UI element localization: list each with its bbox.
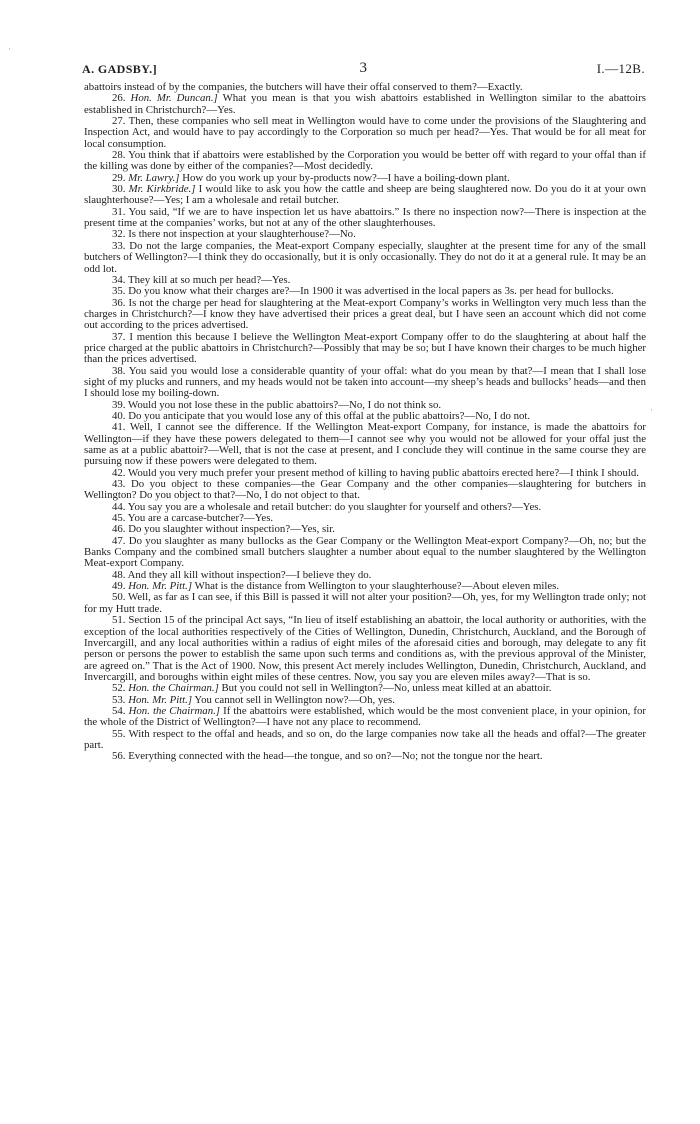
paragraph: 31. You said, “If we are to have inspection let us have abattoirs.” Is there no inspection now?—There is inspection at the present time at the companies’ works, but not at any of the other slaughterhouses. <box>84 205 646 230</box>
paragraph: 53. Hon. Mr. Pitt.] You cannot sell in Wellington now?—Oh, yes. <box>112 693 395 706</box>
paragraph: 32. Is there not inspection at your slaughterhouse?—No. <box>112 228 356 241</box>
paragraph: 46. Do you slaughter without inspection?—Yes, sir. <box>112 523 335 536</box>
paragraph: 56. Everything connected with the head—the tongue, and so on?—No; not the tongue nor the heart. <box>112 750 543 763</box>
speaker-label: Hon. Mr. Pitt.] <box>128 693 193 706</box>
paragraph: 48. And they all kill without inspection?—I believe they do. <box>112 568 372 581</box>
paragraph: 29. Mr. Lawry.] How do you work up your by-products now?—I have a boiling-down plant. <box>112 171 510 184</box>
paragraph: 49. Hon. Mr. Pitt.] What is the distance from Wellington to your slaughterhouse?—About eleven miles. <box>112 580 560 593</box>
paragraph: 33. Do not the large companies, the Meat-export Company especially, slaughter at the present time for any of the small butchers of Wellington?—I think they do occasionally, but it is only occasionally. They do not do it at a general rule. It may be an odd lot. <box>84 239 646 275</box>
paragraph: 43. Do you object to these companies—the Gear Company and the other companies—slaughtering for butchers in Wellington? Do you object to that?—No, I do not object to that. <box>84 478 646 502</box>
paragraph: 40. Do you anticipate that you would lose any of this offal at the public abattoirs?—No, I do not. <box>112 409 531 422</box>
paragraph: 51. Section 15 of the principal Act says, “In lieu of itself establishing an abattoir, the local authority or authorities, with the exception of the local authorities respectively of the Cities of Wellington, Dunedin, Christchurch, Auckland, and the Borough of Invercargill, and any local authorities within a radius of eight miles of the aforesaid cities and borough, may delegate to any fit person or persons the power to establish the same upon such terms and conditions as, with the previous approval of the Minister, are agreed on.” That is the Act of 1900. Now, this present Act merely includes Wellington, Dunedin, Christchurch, Auckland, and Invercargill, and boroughs within eight miles of these centres. Now, you say you are eleven miles away?—That is so. <box>84 614 646 683</box>
speaker-label: Hon. Mr. Pitt.] <box>128 580 193 593</box>
paragraph: 54. Hon. the Chairman.] If the abattoirs were established, which would be the most convenient place, in your opinion, for the whole of the District of Wellington?—I have not any place to recommend. <box>84 704 647 729</box>
paragraph: 37. I mention this because I believe the Wellington Meat-export Company offer to do the slaughtering at about half the price charged at the public abattoirs in Christchurch?—Possibly that may be so; but I have known their charges to be much higher than the prices advertised. <box>84 330 646 366</box>
page-header <box>82 62 645 80</box>
speaker-label: Hon. the Chairman.] <box>128 704 221 717</box>
speaker-label: Hon. Mr. Duncan.] <box>130 92 218 105</box>
paragraph: 41. Well, I cannot see the difference. If the Wellington Meat-export Company, for instance, is made the abattoirs for Wellington—if they have these powers delegated to them—I cannot see why you would not be allowed for your offal just the same as at a public abattoir?—Well, that is not the case at present, and I conclude they will continue in the same course they are pursuing now if these powers were delegated to them. <box>84 421 646 468</box>
paragraph: 52. Hon. the Chairman.] But you could not sell in Wellington?—No, unless meat killed at an abattoir. <box>112 682 552 695</box>
paragraph: 39. Would you not lose these in the public abattoirs?—No, I do not think so. <box>112 398 442 411</box>
paragraph: 34. They kill at so much per head?—Yes. <box>112 273 291 286</box>
paragraph: 50. Well, as far as I can see, if this Bill is passed it will not alter your position?—Oh, yes, for my Wellington trade only; not for my Hutt trade. <box>84 591 646 615</box>
page-number: 3 <box>359 60 368 76</box>
document-reference: I.—12B. <box>596 61 645 76</box>
testimony-body <box>84 82 646 763</box>
speaker-label: Mr. Lawry.] <box>128 171 180 184</box>
paragraph: 38. You said you would lose a considerable quantity of your offal: what do you mean by that?—I mean that I shall lose sight of my plucks and runners, and my heads would not be taken into account—my sheep’s heads and bullocks’ heads—and then I should lose my boiling-down. <box>84 364 646 400</box>
paragraph: 44. You say you are a wholesale and retail butcher: do you slaughter for yourself and others?—Yes. <box>112 500 542 513</box>
paragraph: 35. Do you know what their charges are?—In 1900 it was advertised in the local papers as 3s. per head for bullocks. <box>112 285 614 298</box>
speaker-label: Hon. the Chairman.] <box>128 682 219 695</box>
paragraph: 36. Is not the charge per head for slaughtering at the Meat-export Company’s works in Wellington very much less than the charges in Christchurch?—I know they have advertised their prices a great deal, but I have seen an account which did not come out according to the prices advertised. <box>84 296 646 332</box>
paragraph: 42. Would you very much prefer your present method of killing to having public abattoirs erected here?—I think I should. <box>112 466 639 479</box>
header-author: A. GADSBY.] <box>82 62 157 76</box>
paragraph: 45. You are a carcase-butcher?—Yes. <box>112 512 274 525</box>
paragraph: 26. Hon. Mr. Duncan.] What you mean is that you wish abattoirs established in Wellington similar to the abattoirs established in Christchurch?—Yes. <box>84 92 646 116</box>
paragraph: abattoirs instead of by the companies, the butchers will have their offal conserved to them?—Exactly. <box>84 81 523 93</box>
scan-speck: · <box>8 44 11 54</box>
paragraph: 47. Do you slaughter as many bullocks as the Gear Company or the Wellington Meat-export Company?—Oh, no; but the Banks Company and the combined small butchers slaughter a number about equal to the number slaughtered by the Wellington Meat-export Company. <box>84 534 646 570</box>
paragraph: 30. Mr. Kirkbride.] I would like to ask you how the cattle and sheep are being slaughtered now. Do you do it at your own slaughterhouse?—Yes; I am a wholesale and retail butcher. <box>84 183 646 207</box>
paragraph: 27. Then, these companies who sell meat in Wellington would have to come under the provisions of the Slaughtering and Inspection Act, and would have to pay accordingly to the Corporation so much per head?—Yes. That would be for all meat for local consumption. <box>84 115 646 150</box>
speaker-label: Mr. Kirkbride.] <box>128 183 196 196</box>
paragraph: 28. You think that if abattoirs were established by the Corporation you would be better off with regard to your offal than if the killing was done by either of the companies?—Most decidedly. <box>84 149 646 173</box>
paragraph: 55. With respect to the offal and heads, and so on, do the large companies now take all the heads and offal?—The greater part. <box>84 727 646 751</box>
scan-speck: · <box>650 405 653 415</box>
